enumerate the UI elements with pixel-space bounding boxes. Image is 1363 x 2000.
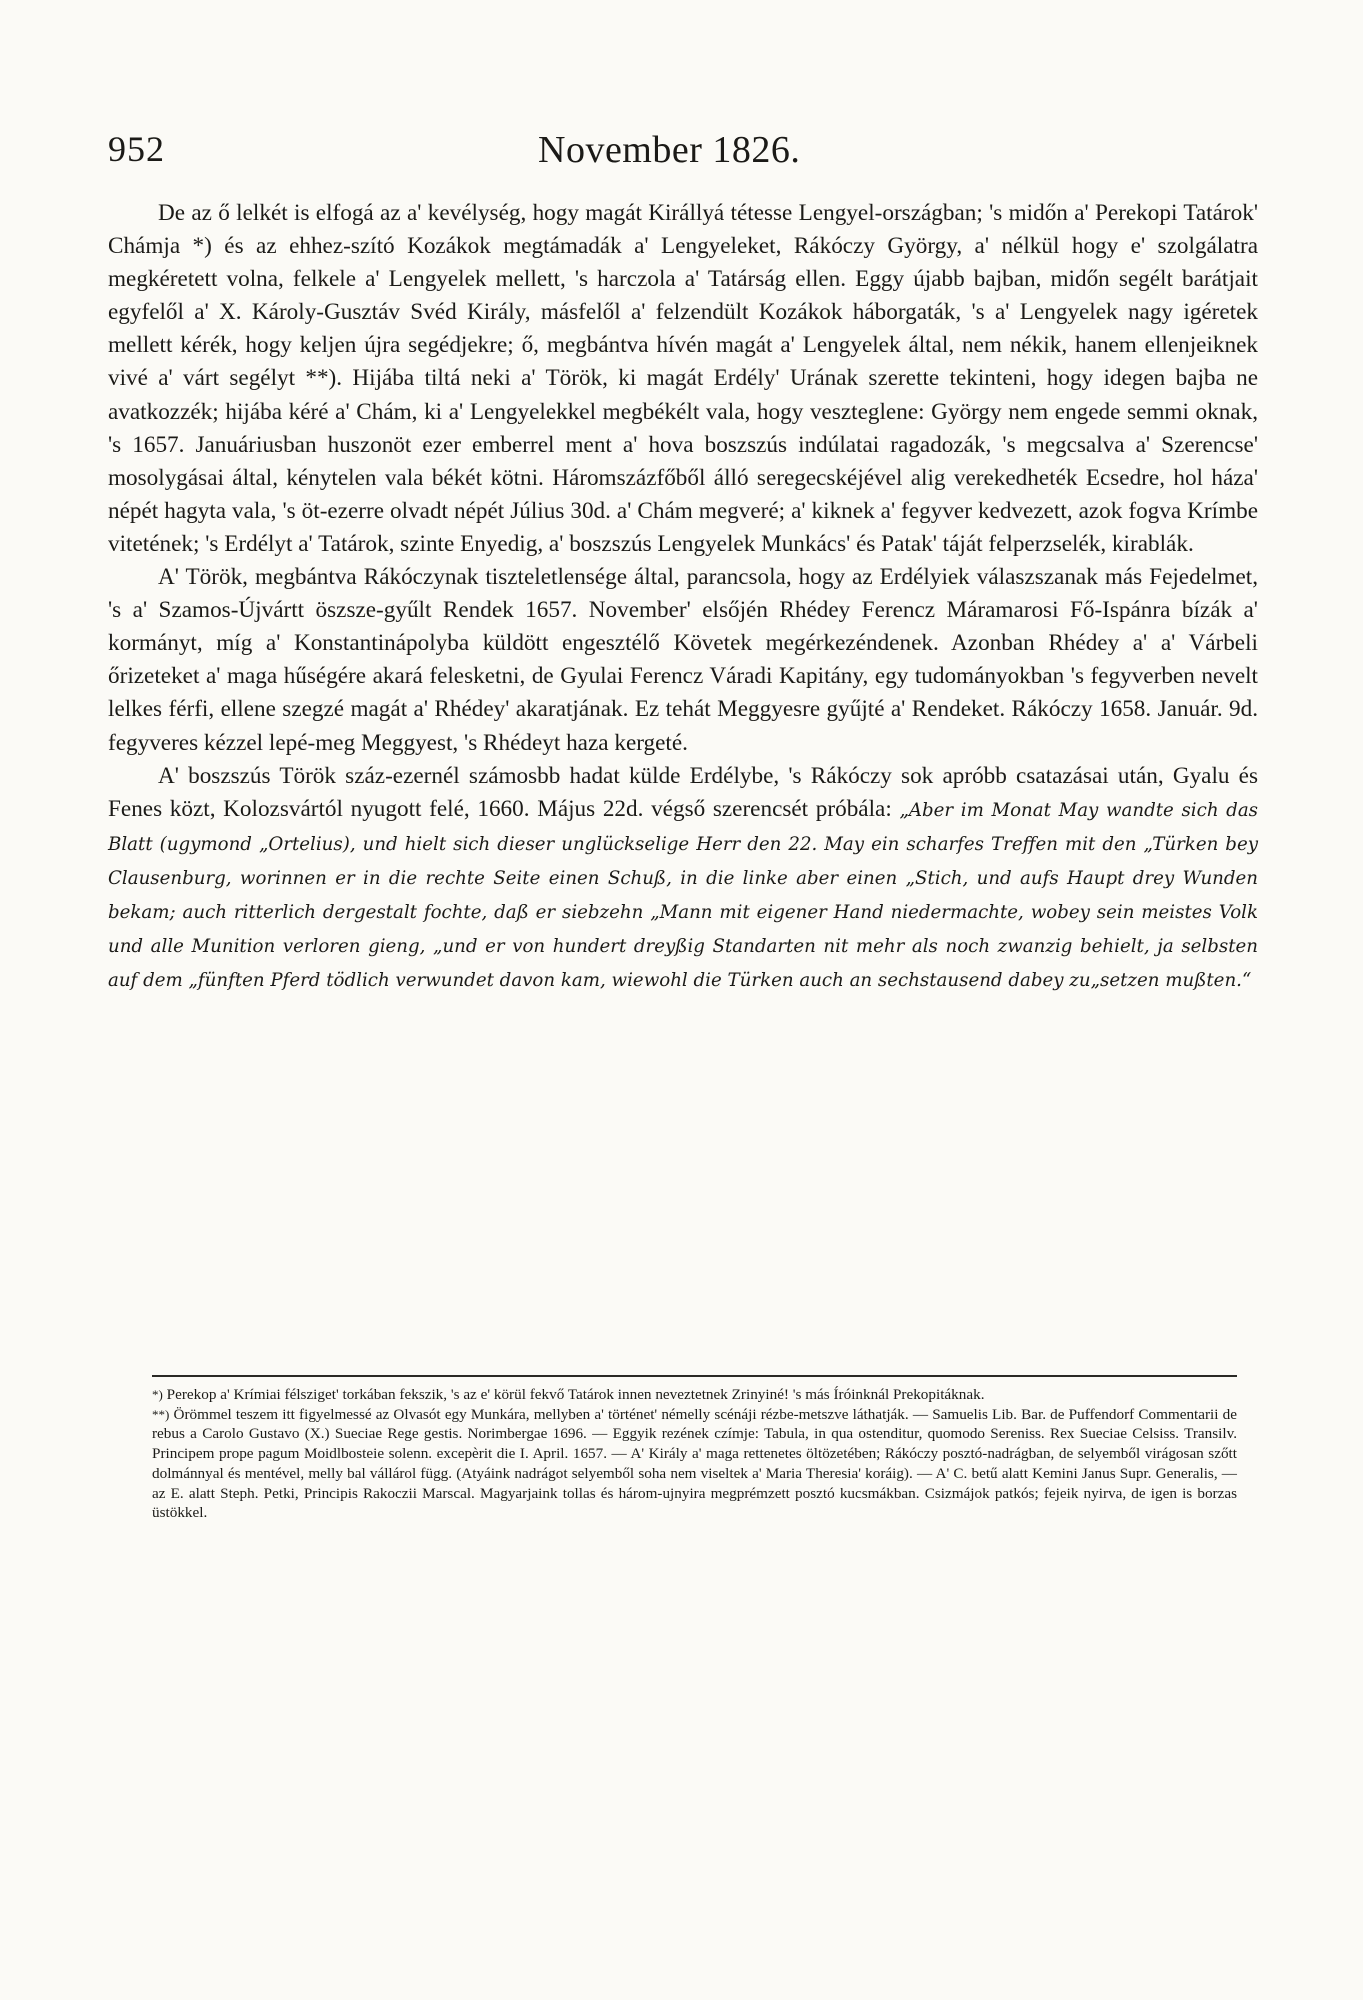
- footnote-divider: [152, 1375, 1237, 1377]
- paragraph-1: De az ő lelkét is elfogá az a' kevélység, hogy magát Királlyá tétesse Lengyel-országban; 's midőn a' Perekopi Tatárok' Chámja *) és az ehhez-szító Kozákok megtámadák a' Lengyeleket, Rákóczy György, a' nélkül hogy e' szolgálatra megkéretett volna, felkele a' Lengyelek mellett, 's harczola a' Tatárság ellen. Eggy újabb bajban, midőn segélt barátjait egyfelől a' X. Károly-Gusztáv Svéd Király, másfelől a' felzendült Kozákok háborgaták, 's a' Lengyelek nagy igéretek mellett kérék, hogy keljen újra segédjekre; ő, megbántva hívén magát a' Lengyelek által, nem nékik, hanem ellenjeiknek vivé a' várt segélyt **). Hijába tiltá neki a' Török, ki magát Erdély' Urának szerette tekinteni, hogy idegen bajba ne avatkozzék; hijába kéré a' Chám, ki a' Lengyelekkel megbékélt vala, hogy veszteglene: György nem engede semmi oknak, 's 1657. Januáriusban huszonöt ezer emberrel ment a' hova boszszús indúlatai ragadozák, 's megcsalva a' Szerencse' mosolygásai által, kénytelen vala békét kötni. Háromszázfőből álló seregecskéjével alig verekedheték Ecsedre, hol háza' népét hagyta vala, 's öt-ezerre olvadt népét Július 30d. a' Chám megveré; a' kiknek a' fegyver kedvezett, azok fogva Krímbe vitetének; 's Erdélyt a' Tatárok, szinte Enyedig, a' boszszús Lengyelek Munkács' és Patak' táját felperzselék, kirablák.: [108, 200, 1258, 557]
- paragraph-3-text: A' boszszús Török száz-ezernél számosbb hadat külde Erdélybe, 's Rákóczy sok apróbb csatazásai után, Gyalu és Fenes közt, Kolozsvártól nyugott felé, 1660. Május 22d. végső szerencsét próbála:: [108, 762, 1258, 822]
- footnote-2: [152, 1405, 1237, 1523]
- page-header: [108, 128, 1258, 188]
- footnote-1-text: Perekop a' Krímiai félsziget' torkában fekszik, 's az e' körül fekvő Tatárok innen neveztetnek Zrinyiné! 's más Íróinknál Prekopitáknak.: [166, 1386, 985, 1403]
- footnotes: [152, 1385, 1237, 1523]
- footnote-1-mark: *): [152, 1387, 163, 1402]
- footnote-2-mark: **): [152, 1406, 170, 1422]
- main-text: [108, 197, 1258, 997]
- footnote-1: [152, 1385, 1237, 1405]
- footnote-2-text: Örömmel teszem itt figyelmessé az Olvasót egy Munkára, mellyben a' történet' némelly scénáji rézbe-metszve láthatják. — Samuelis Lib. Bar. de Puffendorf Commentarii de rebus a Carolo Gustavo (X.) Sueciae Rege gestis. Norimbergae 1696. — Eggyik rezének czímje: Tabula, in qua ostenditur, quomodo Sereniss. Rex Sueciae Celsiss. Transilv. Principem prope pagum Moidlbosteie solenn. excepèrit die I. April. 1657. — A' Király a' maga rettenetes öltözetében; Rákóczy posztó-nadrágban, de selyemből virágosan szőtt dolmánnyal és mentével, melly bal vállárol függ. (Atyáink nadrágot selyemből soha nem viseltek a' Maria Theresia' koráig). — A' C. betű alatt Kemini Janus Supr. Generalis, — az E. alatt Steph. Petki, Principis Rakoczii Marscal. Magyarjaink tollas és három-ujnyira megprémzett posztó kucsmákban. Csizmájok patkós; fejeik nyirva, de igen is borzas üstökkel.: [152, 1405, 1237, 1522]
- paragraph-2: A' Török, megbántva Rákóczynak tiszteletlensége által, parancsola, hogy az Erdélyiek válaszszanak más Fejedelmet, 's a' Szamos-Újvártt öszsze-gyűlt Rendek 1657. November' elsőjén Rhédey Ferencz Máramarosi Fő-Ispánra bízák a' kormányt, míg a' Konstantinápolyba küldött engesztélő Követek megérkezéndenek. Azonban Rhédey a' a' Várbeli őrizeteket a' maga hűségére akará felesketni, de Gyulai Ferencz Váradi Kapitány, egy tudományokban 's fegyverben nevelt lelkes férfi, ellene szegzé magát a' Rhédey' akaratjának. Ez tehát Meggyesre gyűjté a' Rendeket. Rákóczy 1658. Január. 9d. fegyveres kézzel lepé-meg Meggyest, 's Rhédeyt haza kergeté.: [108, 564, 1258, 756]
- german-quotation: „Aber im Monat May wandte sich das Blatt (ugymond „Ortelius), und hielt sich dieser unglückselige Herr den 22. May ein scharfes Treffen mit den „Türken bey Clausenburg, worinnen er in die rechte Seite einen Schuß, in die linke aber einen „Stich, und aufs Haupt drey Wunden bekam; auch ritterlich dergestalt fochte, daß er siebzehn „Mann mit eigener Hand niedermachte, wobey sein meistes Volk und alle Munition verloren gieng, „und er von hundert dreyßig Standarten nit mehr als noch zwanzig behielt, ja selbsten auf dem „fünften Pferd tödlich verwundet davon kam, wiewohl die Türken auch an sechstausend dabey zu„setzen mußten.“: [108, 799, 1259, 992]
- running-head: November 1826.: [538, 129, 801, 171]
- paragraph-3: [108, 760, 1258, 998]
- page-number: 952: [108, 129, 165, 169]
